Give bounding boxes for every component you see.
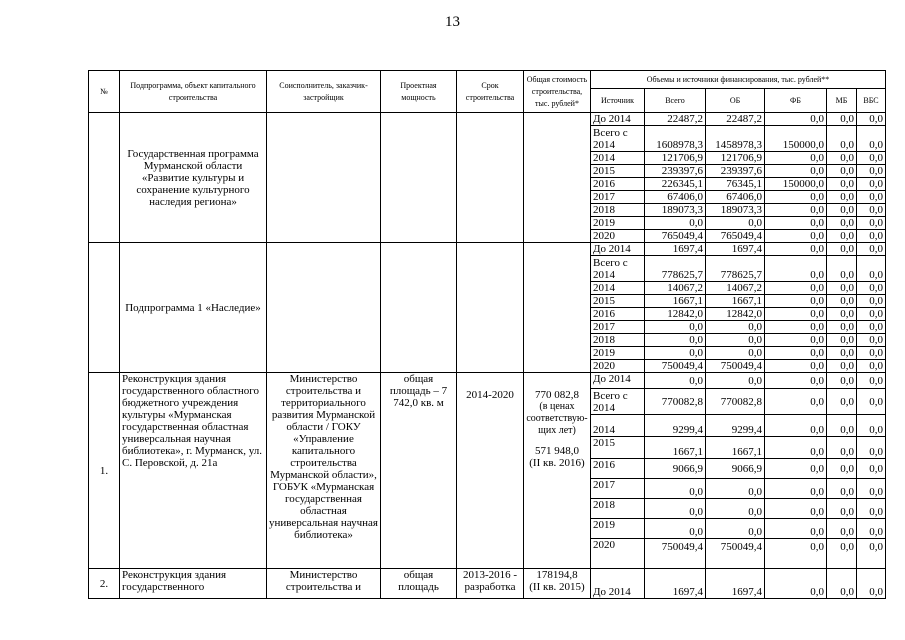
mb-cell: 0,0: [827, 321, 857, 334]
total-cell: 1667,1: [645, 437, 706, 459]
ob-cell: 14067,2: [706, 282, 765, 295]
ob-cell: 0,0: [706, 373, 765, 389]
header-vbs: ВБС: [857, 89, 886, 113]
mb-cell: 0,0: [827, 459, 857, 479]
vbs-cell: 0,0: [857, 499, 886, 519]
vbs-cell: 0,0: [857, 334, 886, 347]
fb-cell: 0,0: [765, 204, 827, 217]
vbs-cell: 0,0: [857, 569, 886, 599]
vbs-cell: 0,0: [857, 373, 886, 389]
total-cell: 0,0: [645, 519, 706, 539]
fb-cell: 0,0: [765, 437, 827, 459]
fb-cell: 0,0: [765, 230, 827, 243]
total-cell: 765049,4: [645, 230, 706, 243]
ob-cell: 9299,4: [706, 415, 765, 437]
object-capacity: общая площадь: [381, 569, 457, 599]
total-cell: 750049,4: [645, 360, 706, 373]
mb-cell: 0,0: [827, 334, 857, 347]
mb-cell: 0,0: [827, 204, 857, 217]
ob-cell: 1697,4: [706, 569, 765, 599]
total-cell: 22487,2: [645, 113, 706, 126]
source-cell: 2016: [591, 178, 645, 191]
object-cost-note: (в ценах соответствую-щих лет): [526, 401, 588, 436]
total-cell: 770082,8: [645, 389, 706, 415]
mb-cell: 0,0: [827, 519, 857, 539]
empty-cell: [267, 243, 381, 373]
mb-cell: 0,0: [827, 126, 857, 152]
vbs-cell: 0,0: [857, 152, 886, 165]
source-cell: До 2014: [591, 373, 645, 389]
header-capacity: Проектная мощность: [381, 71, 457, 113]
object-cost-main2: 571 948,0: [535, 445, 579, 457]
fb-cell: 0,0: [765, 217, 827, 230]
total-cell: 14067,2: [645, 282, 706, 295]
mb-cell: 0,0: [827, 295, 857, 308]
total-cell: 189073,3: [645, 204, 706, 217]
mb-cell: 0,0: [827, 499, 857, 519]
vbs-cell: 0,0: [857, 113, 886, 126]
fb-cell: 150000,0: [765, 126, 827, 152]
fb-cell: 0,0: [765, 389, 827, 415]
vbs-cell: 0,0: [857, 217, 886, 230]
vbs-cell: 0,0: [857, 479, 886, 499]
vbs-cell: 0,0: [857, 415, 886, 437]
source-cell: 2020: [591, 539, 645, 569]
fb-cell: 0,0: [765, 415, 827, 437]
mb-cell: 0,0: [827, 479, 857, 499]
ob-cell: 1667,1: [706, 437, 765, 459]
total-cell: 1608978,3: [645, 126, 706, 152]
ob-cell: 67406,0: [706, 191, 765, 204]
object-term: 2014-2020: [457, 373, 524, 569]
table-row: [89, 373, 886, 389]
header-executor: Соисполнитель, заказчик-застройщик: [267, 71, 381, 113]
total-cell: 0,0: [645, 373, 706, 389]
mb-cell: 0,0: [827, 191, 857, 204]
fb-cell: 0,0: [765, 569, 827, 599]
ob-cell: 0,0: [706, 519, 765, 539]
vbs-cell: 0,0: [857, 347, 886, 360]
empty-cell: [524, 113, 591, 243]
mb-cell: 0,0: [827, 178, 857, 191]
ob-cell: 12842,0: [706, 308, 765, 321]
object-name: Реконструкция здания государственного: [120, 569, 267, 599]
object-num: 2.: [89, 569, 120, 599]
ob-cell: 770082,8: [706, 389, 765, 415]
source-cell: 2017: [591, 191, 645, 204]
source-cell: 2020: [591, 360, 645, 373]
total-cell: 750049,4: [645, 539, 706, 569]
source-cell: 2015: [591, 295, 645, 308]
vbs-cell: 0,0: [857, 295, 886, 308]
fb-cell: 0,0: [765, 152, 827, 165]
fb-cell: 0,0: [765, 360, 827, 373]
mb-cell: 0,0: [827, 256, 857, 282]
source-cell: 2016: [591, 459, 645, 479]
source-cell: Всего с 2014: [591, 256, 645, 282]
object-cost-main: 770 082,8: [535, 389, 579, 401]
source-cell: 2017: [591, 321, 645, 334]
source-cell: 2015: [591, 437, 645, 459]
object-cost-cell: [524, 373, 591, 569]
mb-cell: 0,0: [827, 539, 857, 569]
ob-cell: 1458978,3: [706, 126, 765, 152]
vbs-cell: 0,0: [857, 360, 886, 373]
ob-cell: 0,0: [706, 499, 765, 519]
mb-cell: 0,0: [827, 230, 857, 243]
ob-cell: 1697,4: [706, 243, 765, 256]
group-num-cell: [89, 113, 120, 243]
header-total-cost: Общая стоимость строительства, тыс. рублей*: [524, 71, 591, 113]
vbs-cell: 0,0: [857, 437, 886, 459]
empty-cell: [381, 243, 457, 373]
object-cost-main: 178194,8: [536, 569, 578, 581]
page-number: 13: [445, 14, 460, 30]
empty-cell: [457, 243, 524, 373]
total-cell: 226345,1: [645, 178, 706, 191]
header-funding: Объемы и источники финансирования, тыс. рублей**: [591, 71, 886, 89]
table-row: [89, 243, 886, 256]
ob-cell: 765049,4: [706, 230, 765, 243]
total-cell: 67406,0: [645, 191, 706, 204]
source-cell: До 2014: [591, 243, 645, 256]
vbs-cell: 0,0: [857, 191, 886, 204]
mb-cell: 0,0: [827, 282, 857, 295]
ob-cell: 239397,6: [706, 165, 765, 178]
ob-cell: 750049,4: [706, 539, 765, 569]
mb-cell: 0,0: [827, 113, 857, 126]
vbs-cell: 0,0: [857, 204, 886, 217]
group-num-cell: [89, 243, 120, 373]
source-cell: 2017: [591, 479, 645, 499]
total-cell: 1697,4: [645, 243, 706, 256]
vbs-cell: 0,0: [857, 282, 886, 295]
vbs-cell: 0,0: [857, 519, 886, 539]
total-cell: 0,0: [645, 321, 706, 334]
financing-table: [88, 70, 886, 599]
object-name: Реконструкция здания государственного областного бюджетного учреждения культуры «Мурманская государственная областная универсальная научная библиотека», г. Мурманск, ул. С. Перовской, д. 21а: [120, 373, 267, 569]
total-cell: 0,0: [645, 334, 706, 347]
source-cell: 2015: [591, 165, 645, 178]
vbs-cell: 0,0: [857, 126, 886, 152]
mb-cell: 0,0: [827, 569, 857, 599]
source-cell: 2018: [591, 334, 645, 347]
fb-cell: 0,0: [765, 113, 827, 126]
object-cost-note: (II кв. 2015): [529, 581, 585, 593]
vbs-cell: 0,0: [857, 256, 886, 282]
ob-cell: 0,0: [706, 479, 765, 499]
source-cell: 2018: [591, 499, 645, 519]
total-cell: 9066,9: [645, 459, 706, 479]
vbs-cell: 0,0: [857, 178, 886, 191]
mb-cell: 0,0: [827, 243, 857, 256]
fb-cell: 0,0: [765, 256, 827, 282]
fb-cell: 0,0: [765, 334, 827, 347]
fb-cell: 0,0: [765, 539, 827, 569]
total-cell: 778625,7: [645, 256, 706, 282]
source-cell: 2014: [591, 152, 645, 165]
object-capacity: общая площадь – 7 742,0 кв. м: [381, 373, 457, 569]
total-cell: 121706,9: [645, 152, 706, 165]
ob-cell: 0,0: [706, 217, 765, 230]
mb-cell: 0,0: [827, 152, 857, 165]
fb-cell: 0,0: [765, 243, 827, 256]
vbs-cell: 0,0: [857, 243, 886, 256]
source-cell: 2018: [591, 204, 645, 217]
ob-cell: 750049,4: [706, 360, 765, 373]
mb-cell: 0,0: [827, 415, 857, 437]
source-cell: До 2014: [591, 113, 645, 126]
fb-cell: 0,0: [765, 347, 827, 360]
ob-cell: 1667,1: [706, 295, 765, 308]
empty-cell: [381, 113, 457, 243]
vbs-cell: 0,0: [857, 165, 886, 178]
mb-cell: 0,0: [827, 437, 857, 459]
fb-cell: 0,0: [765, 459, 827, 479]
source-cell: 2014: [591, 415, 645, 437]
object-executor: Министерство строительства и территориального развития Мурманской области / ГОКУ «Управление капитального строительства Мурманской области», ГОБУК «Мурманская государственная областная универсальная научная библиотека»: [267, 373, 381, 569]
total-cell: 239397,6: [645, 165, 706, 178]
vbs-cell: 0,0: [857, 539, 886, 569]
header-num: №: [89, 71, 120, 113]
mb-cell: 0,0: [827, 373, 857, 389]
mb-cell: 0,0: [827, 389, 857, 415]
group-title: Государственная программа Мурманской области «Развитие культуры и сохранение культурного наследия региона»: [120, 113, 267, 243]
ob-cell: 189073,3: [706, 204, 765, 217]
header-total: Всего: [645, 89, 706, 113]
source-cell: 2019: [591, 519, 645, 539]
vbs-cell: 0,0: [857, 389, 886, 415]
total-cell: 12842,0: [645, 308, 706, 321]
source-cell: Всего с 2014: [591, 389, 645, 415]
total-cell: 1697,4: [645, 569, 706, 599]
ob-cell: 778625,7: [706, 256, 765, 282]
table-row: [89, 569, 886, 599]
total-cell: 0,0: [645, 347, 706, 360]
total-cell: 1667,1: [645, 295, 706, 308]
header-term: Срок строительства: [457, 71, 524, 113]
total-cell: 0,0: [645, 217, 706, 230]
header-mb: МБ: [827, 89, 857, 113]
fb-cell: 0,0: [765, 321, 827, 334]
mb-cell: 0,0: [827, 347, 857, 360]
table-row: [89, 113, 886, 126]
group-title: Подпрограмма 1 «Наследие»: [120, 243, 267, 373]
total-cell: 9299,4: [645, 415, 706, 437]
mb-cell: 0,0: [827, 308, 857, 321]
source-cell: 2016: [591, 308, 645, 321]
header-ob: ОБ: [706, 89, 765, 113]
header-subprogram: Подпрограмма, объект капитального строительства: [120, 71, 267, 113]
header-source: Источник: [591, 89, 645, 113]
source-cell: 2020: [591, 230, 645, 243]
fb-cell: 0,0: [765, 165, 827, 178]
mb-cell: 0,0: [827, 360, 857, 373]
mb-cell: 0,0: [827, 165, 857, 178]
ob-cell: 9066,9: [706, 459, 765, 479]
source-cell: Всего с 2014: [591, 126, 645, 152]
vbs-cell: 0,0: [857, 321, 886, 334]
ob-cell: 0,0: [706, 321, 765, 334]
source-cell: 2014: [591, 282, 645, 295]
source-cell: 2019: [591, 217, 645, 230]
fb-cell: 0,0: [765, 295, 827, 308]
total-cell: 0,0: [645, 499, 706, 519]
object-cost-note2: (II кв. 2016): [529, 457, 585, 469]
fb-cell: 0,0: [765, 479, 827, 499]
ob-cell: 0,0: [706, 334, 765, 347]
empty-cell: [267, 113, 381, 243]
fb-cell: 0,0: [765, 191, 827, 204]
header-fb: ФБ: [765, 89, 827, 113]
object-term: 2013-2016 - разработка: [457, 569, 524, 599]
fb-cell: 0,0: [765, 308, 827, 321]
ob-cell: 76345,1: [706, 178, 765, 191]
empty-cell: [457, 113, 524, 243]
vbs-cell: 0,0: [857, 308, 886, 321]
source-cell: 2019: [591, 347, 645, 360]
vbs-cell: 0,0: [857, 230, 886, 243]
fb-cell: 150000,0: [765, 178, 827, 191]
fb-cell: 0,0: [765, 499, 827, 519]
source-cell: До 2014: [591, 569, 645, 599]
total-cell: 0,0: [645, 479, 706, 499]
object-executor: Министерство строительства и: [267, 569, 381, 599]
fb-cell: 0,0: [765, 373, 827, 389]
fb-cell: 0,0: [765, 519, 827, 539]
fb-cell: 0,0: [765, 282, 827, 295]
ob-cell: 22487,2: [706, 113, 765, 126]
ob-cell: 0,0: [706, 347, 765, 360]
object-num: 1.: [89, 373, 120, 569]
ob-cell: 121706,9: [706, 152, 765, 165]
empty-cell: [524, 243, 591, 373]
object-cost-cell: [524, 569, 591, 599]
mb-cell: 0,0: [827, 217, 857, 230]
vbs-cell: 0,0: [857, 459, 886, 479]
